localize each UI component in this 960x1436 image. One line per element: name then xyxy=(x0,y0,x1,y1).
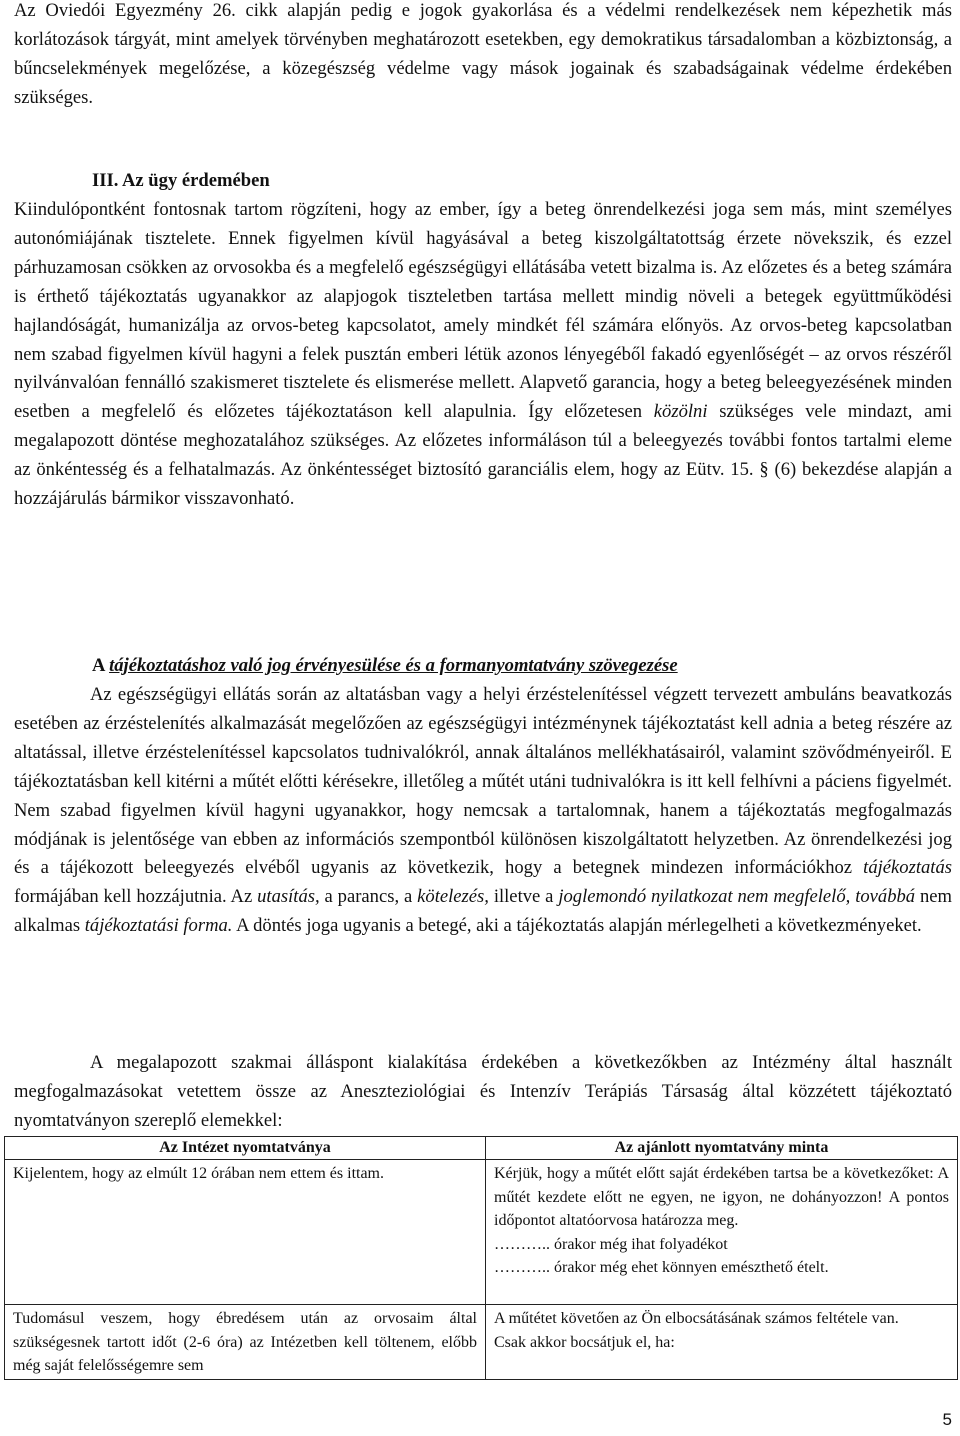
text-run: illetve a xyxy=(488,886,559,908)
table-row xyxy=(5,1160,958,1305)
paragraph-anesthesia-information xyxy=(14,681,952,941)
table-cell-recommended xyxy=(486,1305,958,1380)
cell-line: ……….. órakor még ihat folyadékot xyxy=(494,1235,728,1253)
table-header-row xyxy=(5,1137,958,1160)
table-row xyxy=(5,1305,958,1380)
italic-run: utasítás, xyxy=(257,886,320,908)
section-heading-information-right xyxy=(92,652,678,681)
paragraph-oviedo: Az Oviedói Egyezmény 26. cikk alapján pedig e jogok gyakorlása és a védelmi rendelkezések nem képezhetik más korlátozások tárgyát, mint amelyek törvényben meghatározott esetekben, egy demokratikus társadalomban a közbiztonság, a bűncselekmények megelőzése, a közegészség védelme vagy mások jogainak és szabadságainak védelme érdekében szükséges. xyxy=(14,0,952,108)
paragraph-merits-text: Kiindulópontként fontosnak tartom rögzíteni, hogy az ember, így a beteg önrendelkezési joga sem más, mint személyes autonómiájának tisztelete. Ennek figyelmen kívül hagyásával a beteg kiszolgáltatottság érzete növekszik, és ezzel párhuzamosan csökken az orvosokba és a megfelelő egészségügyi ellátásába vetett bizalma is. Az előzetes és a beteg számára is érthető tájékoztatás ugyanakkor az alapjogok tiszteletben tartása mellett mindig növeli a betegek együttműködési hajlandóságát, humanizálja az orvos-beteg kapcsolatot, amely mindkét fél számára előnyös. Az orvos-beteg kapcsolatban nem szabad figyelmen kívül hagyni a felek pusztán emberi létük azonos lényegéből fakadó egyenlőségét – az orvos részéről nyilvánvalóan fennálló szakismeret tisztelete és elismerése mellett. Alapvető garancia, hogy a beteg beleegyezésének minden esetben a megfelelő és előzetes tájékoztatáson kell alapulnia. Így előzetesen xyxy=(14,199,952,423)
table-cell-recommended xyxy=(486,1160,958,1305)
text-run: A döntés joga ugyanis a betegé, aki a tájékoztatás alapján mérlegelheti a következményeket. xyxy=(232,915,922,937)
heading-underlined-text: tájékoztatáshoz való jog érvényesülése és a formanyomtatvány szövegezése xyxy=(109,655,678,676)
text-run: formájában kell hozzájutnia. Az xyxy=(14,886,258,908)
cell-line: A műtétet követően az Ön elbocsátásának számos feltétele van. xyxy=(494,1310,899,1327)
section-heading-iii: III. Az ügy érdemében xyxy=(92,170,270,191)
text-run: Az egészségügyi ellátás során az altatásban vagy a helyi érzéstelenítéssel végzett tervezett ambuláns beavatkozás esetében az érzéstelenítés alkalmazását megelőzően az egészségügyi intézménynek tájékoztatást kell adnia a beteg részére az altatással, illetve érzéstelenítéssel kapcsolatos tudnivalókról, annak általános mellékhatásairól, valamint szövődményeiről. E tájékoztatásban kell kitérni a műtét előtti kérésekre, illetőleg a műtét utáni tudnivalókra is itt kell felhívni a páciens figyelmét. Nem szabad figyelmen kívül hagyni ugyanakkor, hogy nemcsak a tartalomnak, hanem a tájékoztatás megfogalmazás módjának is jelentősége van ebben az információs szempontból különösen kiszolgáltatott helyzetben. Az önrendelkezési jog és a tájékozott beleegyezés elvéből ugyanis az következik, hogy a betegnek mindezen információkhoz xyxy=(14,684,952,879)
page-number: 5 xyxy=(942,1410,952,1429)
paragraph-merits xyxy=(14,196,952,514)
cell-line: Kérjük, hogy a műtét előtt saját érdekében tartsa be a következőket: A műtét kezdete előtt ne egyen, ne igyon, ne dohányozzon! A pontos időpontot altatóorvosa határozza meg. xyxy=(494,1165,949,1229)
table-header-institute-form: Az Intézet nyomtatványa xyxy=(5,1137,486,1160)
italic-run: joglemondó nyilatkozat nem megfelelő, továbbá xyxy=(558,886,916,908)
italic-word-kozolni: közölni xyxy=(653,401,708,423)
text-run: nem alkalmas xyxy=(14,886,952,937)
table-header-recommended-form: Az ajánlott nyomtatvány minta xyxy=(486,1137,958,1160)
italic-run: tájékoztatási forma. xyxy=(84,915,233,937)
cell-line: ……….. órakor még ehet könnyen emészthető ételt. xyxy=(494,1259,829,1276)
table-cell-institute: Kijelentem, hogy az elmúlt 12 órában nem ettem és ittam. xyxy=(5,1160,486,1305)
italic-run: kötelezés, xyxy=(417,886,489,908)
paragraph-merits-tail: szükséges vele mindazt, ami megalapozott döntése meghozatalához szükséges. Az előzetes informáláson túl a beleegyezés további fontos tartalmi eleme az önkéntesség és a felhatalmazás. Az önkéntességet biztosító garanciális elem, hogy az Eütv. 15. § (6) bekezdése alapján a hozzájárulás bármikor visszavonható. xyxy=(14,401,953,510)
table-cell-institute: Tudomásul veszem, hogy ébredésem után az orvosaim által szükségesnek tartott időt (2-6 óra) az Intézetben kell töltenem, előbb még saját felelősségemre sem xyxy=(5,1305,486,1380)
paragraph-comparison-intro: A megalapozott szakmai álláspont kialakítása érdekében a következőkben az Intézmény által használt megfogalmazásokat vetettem össze az Aneszteziológiai és Intenzív Terápiás Társaság által közzétett tájékoztató nyomtatványon szereplő elemekkel: xyxy=(14,1052,952,1131)
italic-run: tájékoztatás xyxy=(863,857,952,879)
comparison-table xyxy=(4,1136,958,1380)
text-run: a parancs, a xyxy=(319,886,418,908)
cell-line: Csak akkor bocsátjuk el, ha: xyxy=(494,1333,675,1351)
heading-prefix: A xyxy=(92,655,110,676)
